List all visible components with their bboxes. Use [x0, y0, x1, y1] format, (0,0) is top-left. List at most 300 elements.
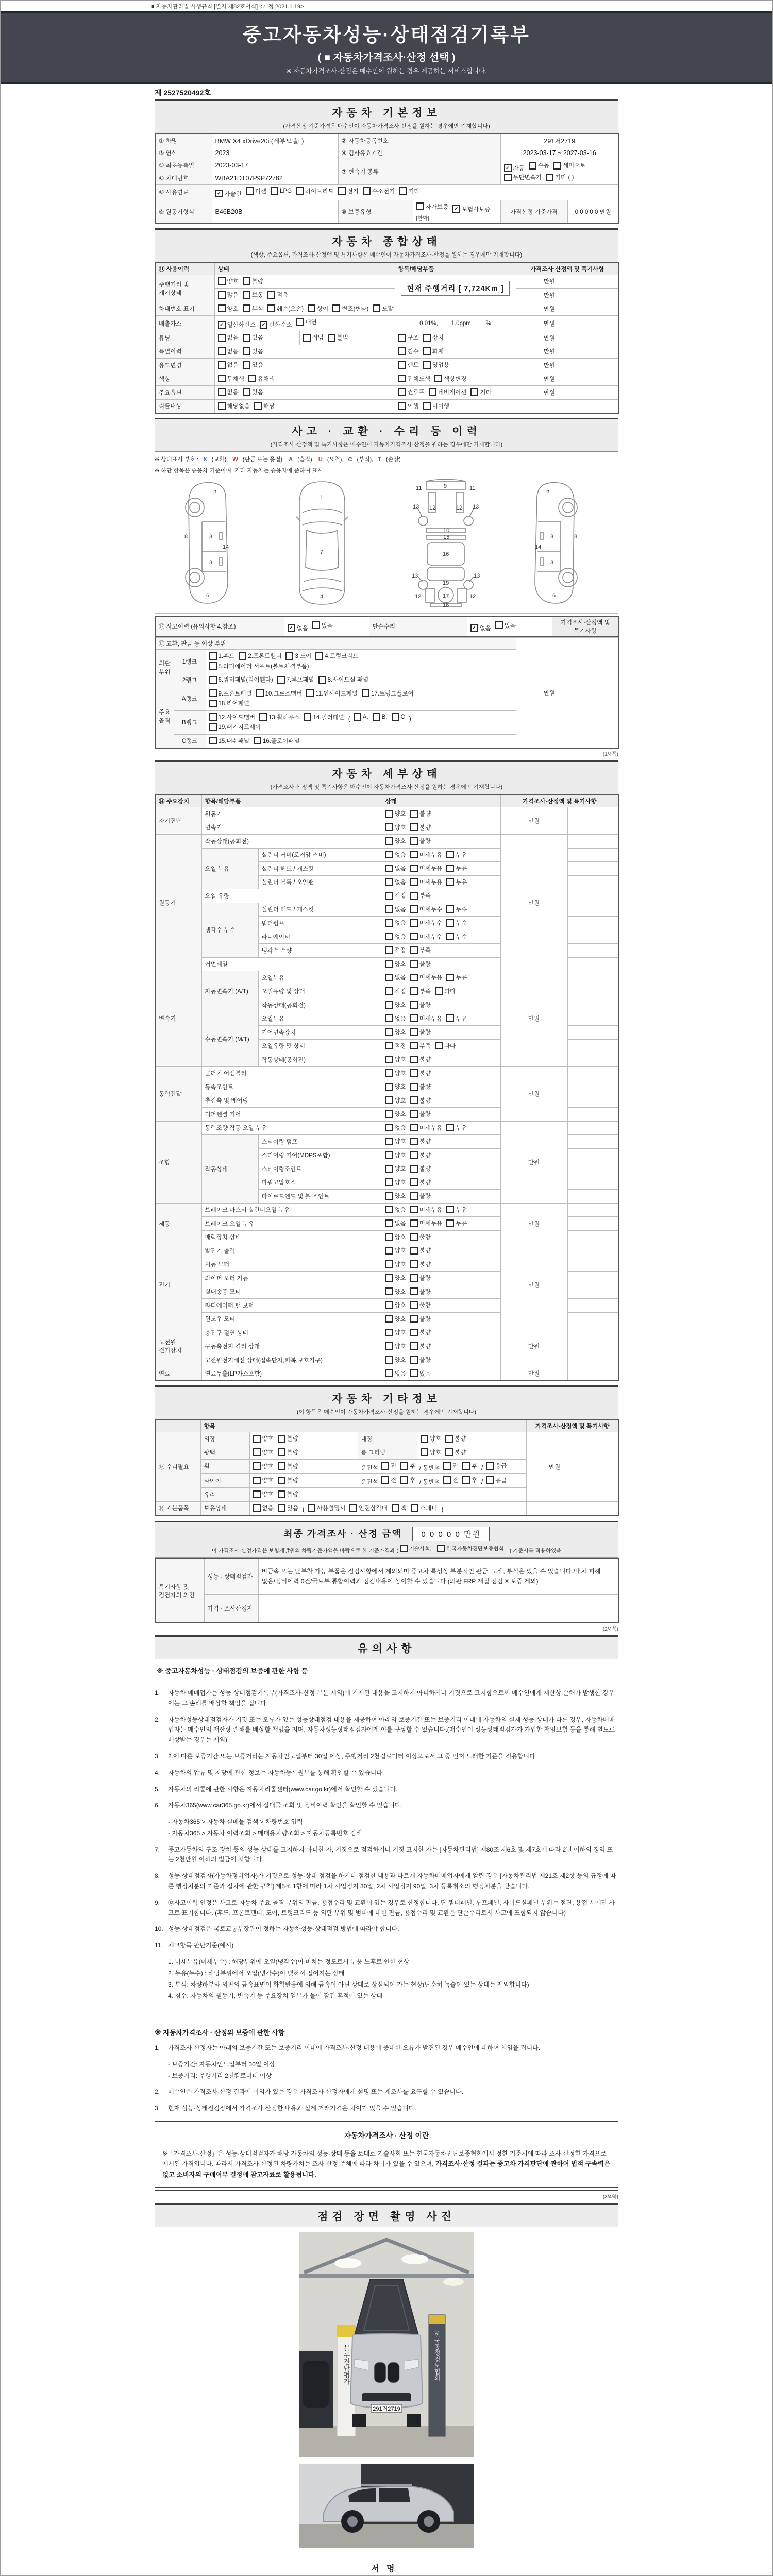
checkbox[interactable]	[385, 864, 406, 872]
checkbox[interactable]	[385, 878, 406, 886]
checkbox[interactable]	[278, 1448, 298, 1456]
checkbox[interactable]	[410, 1301, 431, 1309]
polish-checks	[249, 1446, 358, 1460]
checkbox[interactable]	[495, 621, 516, 630]
checkbox[interactable]	[218, 320, 256, 329]
checkbox-box	[410, 1124, 418, 1131]
checkbox[interactable]	[239, 652, 281, 660]
odometer-state-checks	[214, 275, 395, 289]
rank-label: C랭크	[174, 734, 206, 748]
checkbox[interactable]	[410, 933, 442, 941]
checkbox[interactable]: 기술사회,	[400, 1545, 432, 1552]
checkbox[interactable]	[385, 933, 406, 941]
checkbox-label: 양호	[394, 1248, 406, 1254]
checkbox-box	[546, 174, 553, 181]
checkbox[interactable]	[410, 960, 431, 968]
checkbox[interactable]	[209, 689, 252, 698]
checkbox[interactable]	[410, 905, 442, 913]
checkbox-label: 상이	[317, 306, 329, 312]
checkbox-box	[410, 1014, 418, 1022]
wheel-checks	[249, 1460, 358, 1474]
checkbox[interactable]	[278, 1504, 298, 1512]
checkbox-box	[385, 946, 393, 954]
checkbox[interactable]	[410, 1042, 431, 1050]
checkbox[interactable]	[410, 823, 431, 832]
svg-text:3: 3	[209, 560, 213, 566]
svg-text:3: 3	[209, 534, 213, 540]
checkbox-label: 불량	[419, 1152, 431, 1159]
checkbox[interactable]	[209, 662, 309, 670]
checkbox[interactable]	[312, 621, 333, 630]
checkbox[interactable]	[338, 187, 359, 195]
checkbox[interactable]	[385, 809, 406, 818]
checkbox[interactable]	[410, 1164, 431, 1173]
checkbox[interactable]	[218, 277, 239, 285]
checkbox[interactable]	[410, 1014, 442, 1023]
checkbox[interactable]	[385, 1274, 406, 1282]
checkbox[interactable]	[410, 919, 442, 927]
text-token: W	[232, 456, 238, 463]
checkbox[interactable]	[410, 1274, 431, 1282]
checkbox[interactable]	[385, 1287, 406, 1296]
checkbox[interactable]	[254, 402, 275, 410]
checkbox[interactable]	[446, 1219, 467, 1227]
checkbox[interactable]	[385, 1206, 406, 1214]
checkbox[interactable]	[410, 891, 431, 900]
checkbox[interactable]	[410, 1206, 442, 1214]
checkbox[interactable]	[328, 333, 348, 342]
checkbox-box	[385, 1342, 393, 1350]
checkbox[interactable]	[385, 987, 406, 995]
notice-item	[155, 1768, 618, 1778]
checkbox-box	[385, 851, 393, 858]
checkbox-box	[443, 1476, 451, 1484]
checkbox[interactable]	[243, 304, 263, 313]
checkbox[interactable]	[243, 388, 263, 396]
checkbox[interactable]	[385, 891, 406, 900]
checkbox-label: 양호	[394, 811, 406, 817]
checkbox[interactable]	[385, 1137, 406, 1145]
checkbox[interactable]	[385, 1110, 406, 1118]
checkbox[interactable]	[400, 1462, 415, 1470]
checkbox[interactable]	[410, 809, 431, 818]
checkbox-label: 누수	[456, 906, 467, 913]
transmission-type-checks	[500, 159, 619, 185]
item-label: 추진축 및 베어링	[201, 1094, 382, 1108]
checkbox[interactable]	[410, 1233, 431, 1241]
tuning-item-checks	[395, 331, 516, 345]
checkbox[interactable]	[385, 1151, 406, 1159]
checkbox[interactable]	[385, 851, 406, 859]
checkbox-label: 있음	[287, 1505, 298, 1512]
checkbox[interactable]	[410, 1246, 431, 1255]
checkbox[interactable]	[398, 402, 419, 410]
checkbox[interactable]	[385, 1328, 406, 1336]
checkbox[interactable]	[385, 1082, 406, 1091]
checkbox[interactable]	[253, 1490, 274, 1498]
checkbox[interactable]	[410, 1110, 431, 1118]
checkbox[interactable]	[398, 361, 419, 369]
checkbox[interactable]	[253, 1434, 274, 1443]
checkbox-box	[385, 1042, 393, 1049]
checkbox[interactable]	[385, 1260, 406, 1268]
checkbox[interactable]	[218, 388, 239, 396]
checkbox[interactable]	[410, 1355, 431, 1364]
checkbox-label: 없음	[227, 335, 239, 341]
panel-damage-table	[155, 637, 619, 749]
checkbox[interactable]	[385, 1355, 406, 1364]
checkbox[interactable]	[443, 1462, 458, 1470]
notice-item-number: 2.	[155, 1716, 160, 1723]
checkbox[interactable]	[373, 304, 393, 313]
checkbox[interactable]	[259, 713, 299, 721]
checkbox[interactable]	[385, 1096, 406, 1105]
checkbox[interactable]	[410, 851, 442, 859]
table-row	[155, 1244, 619, 1258]
checkbox[interactable]	[385, 905, 406, 913]
checkbox[interactable]	[304, 713, 344, 721]
checkbox[interactable]	[209, 675, 273, 684]
checkbox[interactable]	[218, 361, 239, 369]
item-label: 브레이크 마스터 실린더오일 누유	[201, 1203, 382, 1217]
checkbox[interactable]	[278, 1490, 298, 1498]
checkbox[interactable]	[398, 347, 419, 355]
price-extra-cell	[567, 1026, 619, 1040]
checkbox[interactable]	[278, 1434, 298, 1443]
checkbox[interactable]	[398, 388, 425, 396]
checkbox[interactable]	[243, 291, 263, 299]
checkbox[interactable]	[410, 1069, 431, 1077]
checkbox-label: 없음	[394, 866, 406, 872]
table-row	[155, 807, 619, 821]
checkbox[interactable]	[381, 1462, 396, 1470]
checkbox[interactable]	[385, 837, 406, 845]
checkbox[interactable]	[385, 1178, 406, 1187]
checkbox[interactable]	[446, 919, 467, 927]
checkbox[interactable]	[504, 164, 525, 172]
checkbox-label: 불량	[419, 811, 431, 817]
checkbox-box	[410, 1110, 418, 1118]
checkbox[interactable]	[410, 1055, 431, 1063]
checkbox[interactable]	[400, 1476, 415, 1484]
checkbox[interactable]	[373, 713, 388, 721]
checkbox[interactable]	[385, 1233, 406, 1241]
checkbox[interactable]	[267, 304, 304, 313]
checkbox-label: 누수	[456, 934, 467, 940]
checkbox[interactable]	[435, 987, 456, 995]
checkbox[interactable]	[385, 1192, 406, 1200]
checkbox-label: 미세누유	[419, 1015, 443, 1022]
checkbox[interactable]	[410, 946, 431, 954]
table-row	[155, 1558, 619, 1595]
checkbox[interactable]	[285, 652, 311, 660]
checkbox[interactable]	[392, 713, 405, 721]
row-label: 내장	[358, 1432, 417, 1446]
checkbox[interactable]	[446, 851, 467, 859]
checkbox-label: C	[400, 714, 405, 720]
checkbox[interactable]	[470, 388, 491, 396]
checkbox[interactable]	[243, 277, 263, 285]
checkbox[interactable]	[385, 1246, 406, 1255]
checkbox[interactable]	[504, 173, 542, 181]
svg-text:8: 8	[184, 534, 188, 540]
checkbox[interactable]	[296, 318, 316, 326]
checkbox[interactable]	[243, 333, 263, 342]
rank-label: A랭크	[174, 687, 206, 710]
table-row	[155, 275, 619, 289]
checkbox[interactable]	[410, 1178, 431, 1187]
checkbox[interactable]	[209, 699, 249, 707]
checkbox[interactable]	[446, 933, 467, 941]
table-row	[155, 331, 619, 345]
item-label: 배력장치 상태	[201, 1230, 382, 1244]
checkbox-label: 양호	[227, 306, 239, 312]
checkbox-label: 장치	[432, 335, 444, 341]
checkbox[interactable]	[278, 1476, 298, 1484]
checkbox[interactable]	[385, 1301, 406, 1309]
checkbox[interactable]	[421, 1434, 441, 1443]
checkbox-box	[410, 919, 418, 927]
checkbox-label: 있음	[321, 622, 333, 629]
checkbox[interactable]	[446, 905, 467, 913]
checkbox[interactable]	[410, 878, 442, 886]
checkbox[interactable]	[446, 1206, 467, 1214]
checkbox[interactable]	[462, 1462, 477, 1470]
checkbox[interactable]	[248, 375, 275, 383]
checkbox[interactable]	[470, 624, 491, 632]
checkbox[interactable]	[362, 689, 414, 698]
checkbox[interactable]	[246, 187, 266, 195]
checkbox[interactable]	[253, 1462, 274, 1470]
checkbox[interactable]	[410, 1260, 431, 1268]
checkbox-label: 18.리어패널	[218, 701, 249, 707]
checkbox[interactable]: 한국자동차진단보증협회	[437, 1545, 504, 1552]
signature-box[interactable]	[155, 2557, 618, 2576]
checkbox[interactable]	[385, 973, 406, 981]
checkbox[interactable]	[218, 347, 239, 355]
checkbox[interactable]	[486, 1476, 507, 1484]
checkbox[interactable]	[486, 1462, 507, 1470]
price-extra-cell	[567, 1353, 619, 1367]
checkbox[interactable]	[385, 1219, 406, 1227]
checkbox[interactable]	[410, 1137, 431, 1145]
checkbox[interactable]	[385, 1124, 406, 1132]
checkbox[interactable]	[296, 187, 334, 195]
checkbox[interactable]	[416, 202, 448, 211]
checkbox-label: 불량	[419, 1029, 431, 1036]
room-cleaning-checks	[417, 1446, 526, 1460]
checkbox[interactable]	[410, 1028, 431, 1036]
checkbox[interactable]	[218, 291, 239, 299]
checkbox[interactable]	[446, 1014, 467, 1023]
checkbox-box	[246, 187, 254, 195]
checkbox[interactable]	[410, 1315, 431, 1323]
checkbox-box	[385, 1138, 393, 1145]
checkbox[interactable]	[410, 1151, 431, 1159]
checkbox-box	[462, 1462, 470, 1470]
checkbox[interactable]	[410, 1082, 431, 1091]
checkbox[interactable]	[209, 652, 235, 660]
checkbox[interactable]	[315, 652, 358, 660]
checkbox-label: 있음	[251, 348, 263, 355]
checkbox[interactable]	[398, 333, 419, 342]
checkbox[interactable]	[410, 1192, 431, 1200]
color-item-checks	[395, 372, 516, 386]
checkbox[interactable]	[446, 878, 467, 886]
checkbox[interactable]	[443, 1476, 458, 1484]
checkbox[interactable]	[399, 187, 419, 195]
checkbox[interactable]	[253, 1476, 274, 1484]
svg-text:10: 10	[443, 528, 450, 534]
checkbox[interactable]	[385, 1164, 406, 1173]
checkbox[interactable]	[410, 1342, 431, 1350]
checkbox[interactable]	[385, 1042, 406, 1050]
price-cell: 만원	[516, 359, 583, 372]
checkbox[interactable]	[410, 837, 431, 845]
checkbox[interactable]	[260, 320, 292, 329]
checkbox[interactable]	[385, 946, 406, 954]
checkbox[interactable]	[410, 987, 431, 995]
checkbox[interactable]	[288, 624, 308, 632]
checkbox[interactable]	[446, 973, 467, 981]
checkbox[interactable]	[553, 161, 585, 170]
checkbox[interactable]	[218, 375, 244, 383]
checkbox[interactable]	[423, 347, 444, 355]
checkbox-box	[385, 1315, 393, 1323]
checkbox[interactable]	[446, 1124, 467, 1132]
checkbox-box	[385, 1260, 393, 1268]
checkbox[interactable]	[410, 973, 442, 981]
checkbox[interactable]	[277, 675, 314, 684]
checkbox[interactable]	[410, 1328, 431, 1336]
checkbox-box	[385, 1096, 393, 1104]
checkbox[interactable]	[243, 347, 263, 355]
checkbox-box	[285, 652, 293, 660]
checkbox[interactable]	[332, 304, 368, 313]
checkbox[interactable]	[411, 1504, 437, 1512]
checkbox[interactable]	[423, 402, 449, 410]
checkbox[interactable]	[421, 1448, 441, 1456]
section-other-header	[155, 1385, 618, 1419]
checkbox[interactable]	[253, 1448, 274, 1456]
checkbox-box	[385, 1301, 393, 1309]
checkbox[interactable]	[423, 333, 444, 342]
checkbox-box	[218, 291, 226, 299]
checkbox[interactable]	[256, 689, 303, 698]
checkbox[interactable]	[410, 1219, 442, 1227]
checkbox[interactable]	[363, 187, 395, 195]
checkbox-box	[410, 1083, 418, 1091]
state-checks	[382, 1094, 500, 1108]
checkbox[interactable]	[434, 375, 466, 383]
checkbox[interactable]	[423, 361, 449, 369]
checkbox[interactable]	[254, 737, 300, 745]
notice-item-text: 성능·상태점검은 국토교통부장관이 정하는 자동차성능·상태점검 방법에 따라야 합니다.	[168, 1925, 399, 1933]
checkbox[interactable]	[410, 1001, 431, 1009]
checkbox[interactable]	[318, 675, 368, 684]
checkbox[interactable]	[385, 1055, 406, 1063]
checkbox[interactable]	[445, 1448, 466, 1456]
checkbox[interactable]	[381, 1476, 396, 1484]
checkbox[interactable]	[218, 402, 250, 410]
checkbox[interactable]	[410, 864, 442, 872]
checkbox[interactable]	[392, 1504, 407, 1512]
checkbox-label: 기타	[480, 389, 492, 396]
checkbox[interactable]	[385, 1342, 406, 1350]
device-group-label: 제동	[155, 1203, 201, 1244]
item-label: 오일누유	[258, 971, 382, 985]
checkbox[interactable]	[271, 187, 292, 195]
checkbox[interactable]	[354, 713, 368, 721]
checkbox-label: 불량	[454, 1436, 466, 1442]
checkbox[interactable]	[209, 713, 256, 721]
checkbox[interactable]	[218, 304, 239, 313]
checkbox-box	[278, 1477, 285, 1484]
checkbox-label: 불량	[419, 1166, 431, 1172]
checkbox[interactable]	[308, 304, 328, 313]
checkbox[interactable]	[349, 1504, 388, 1512]
checkbox[interactable]	[385, 1315, 406, 1323]
checkbox[interactable]	[410, 1369, 431, 1378]
svg-text:19: 19	[443, 580, 449, 586]
checkbox[interactable]	[445, 1434, 466, 1443]
checkbox-label: 유채색	[257, 376, 275, 382]
checkbox[interactable]	[452, 205, 491, 213]
checkbox[interactable]	[308, 1504, 346, 1512]
checkbox[interactable]	[385, 823, 406, 832]
first-registration-date: 2023-03-17	[212, 159, 338, 172]
checkbox[interactable]	[385, 919, 406, 927]
checkbox[interactable]	[410, 1287, 431, 1296]
checkbox[interactable]	[243, 361, 263, 369]
checkbox[interactable]	[385, 1069, 406, 1077]
item-label: 작동상태(공회전)	[201, 835, 382, 849]
checkbox[interactable]	[209, 723, 261, 731]
checkbox[interactable]	[410, 1096, 431, 1105]
checkbox[interactable]	[218, 333, 239, 342]
price-cell: 만원	[500, 971, 567, 1067]
checkbox-label: 부족	[419, 988, 431, 995]
checkbox[interactable]	[306, 689, 358, 698]
checkbox[interactable]	[446, 864, 467, 872]
overall-status-table	[155, 262, 619, 414]
checkbox-box	[267, 291, 275, 299]
checkbox-box	[385, 905, 393, 913]
checkbox[interactable]	[303, 333, 324, 342]
checkbox-label: 불량	[287, 1492, 298, 1498]
checkbox[interactable]	[215, 190, 242, 198]
checkbox[interactable]	[253, 1504, 274, 1512]
checkbox[interactable]	[398, 375, 430, 383]
price-extra-cell	[583, 1432, 619, 1502]
checkbox[interactable]	[410, 1124, 442, 1132]
checkbox[interactable]	[462, 1476, 477, 1484]
checkbox[interactable]	[278, 1462, 298, 1470]
checkbox[interactable]	[385, 1028, 406, 1036]
checkbox[interactable]	[267, 291, 288, 299]
checkbox[interactable]	[435, 1042, 456, 1050]
checkbox[interactable]	[529, 161, 549, 170]
checkbox[interactable]	[546, 173, 574, 181]
state-checks	[382, 835, 500, 849]
tire-checks	[249, 1473, 358, 1488]
checkbox[interactable]	[385, 1369, 406, 1378]
checkbox[interactable]	[429, 388, 467, 396]
checkbox[interactable]	[209, 737, 249, 745]
checkbox[interactable]	[385, 960, 406, 968]
checkbox[interactable]	[385, 1014, 406, 1023]
checkbox[interactable]	[385, 1001, 406, 1009]
